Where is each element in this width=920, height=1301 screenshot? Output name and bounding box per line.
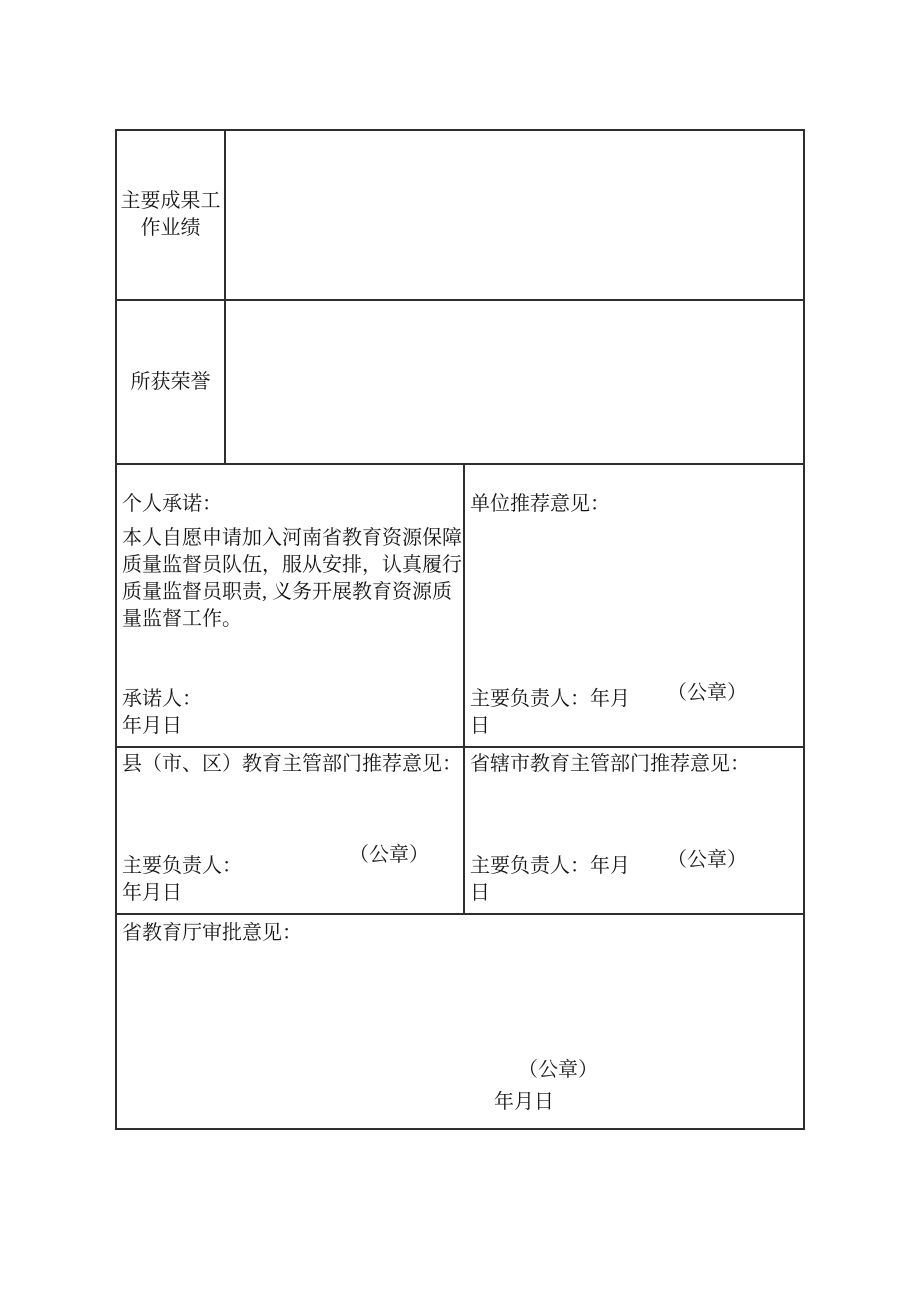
honors-label-cell <box>117 301 226 463</box>
commitment-paragraph <box>122 525 462 633</box>
unit-opinion-cell[interactable] <box>465 465 803 746</box>
county-opinion-title: 县（市、区）教育主管部门推荐意见： <box>122 753 462 775</box>
unit-opinion-date-label: 日 <box>470 715 490 737</box>
application-form-table <box>115 129 805 1130</box>
provincial-approval-title: 省教育厅审批意见： <box>122 922 302 944</box>
commitment-line: 质量监督员队伍，服从安排，认真履行 <box>122 554 462 576</box>
provincial-approval-date-label: 年月日 <box>494 1091 554 1113</box>
unit-opinion-signer-label: 主要负责人：年月 <box>470 688 630 710</box>
commitment-line: 量监督工作。 <box>122 608 242 630</box>
county-opinion-signer-line <box>122 844 459 880</box>
honors-input-cell[interactable] <box>226 301 803 463</box>
achievements-label: 主要成果工作业绩 <box>120 190 221 239</box>
unit-opinion-title: 单位推荐意见： <box>470 493 610 515</box>
city-opinion-cell[interactable] <box>465 748 803 913</box>
commitment-date-label: 年月日 <box>122 715 182 737</box>
achievements-input-cell[interactable] <box>226 131 803 299</box>
city-opinion-date-label: 日 <box>470 882 490 904</box>
honors-label: 所获荣誉 <box>130 370 211 393</box>
row-achievements <box>117 131 803 301</box>
city-opinion-title: 省辖市教育主管部门推荐意见： <box>470 753 750 775</box>
county-opinion-signer-label: 主要负责人： <box>122 855 242 877</box>
provincial-approval-seal-label: （公章） <box>518 1059 598 1081</box>
personal-commitment-cell <box>117 465 465 746</box>
city-opinion-signer-label: 主要负责人：年月 <box>470 855 630 877</box>
achievements-label-cell <box>117 131 226 299</box>
commitment-line: 质量监督员职责, 义务开展教育资源质 <box>122 581 452 603</box>
row-county-city <box>117 748 803 915</box>
commitment-line: 本人自愿申请加入河南省教育资源保障 <box>122 527 462 549</box>
commitment-title: 个人承诺： <box>122 493 222 515</box>
row-honors <box>117 301 803 465</box>
unit-opinion-seal-label: （公章） <box>667 682 747 704</box>
county-opinion-cell[interactable] <box>117 748 465 913</box>
row-provincial-approval <box>117 915 803 1128</box>
county-opinion-seal-label: （公章） <box>349 844 429 866</box>
unit-opinion-signer-line <box>470 682 799 713</box>
provincial-approval-cell[interactable] <box>117 915 803 1128</box>
city-opinion-signer-line <box>470 849 799 880</box>
commitment-signer-label: 承诺人： <box>122 688 202 710</box>
county-opinion-date-label: 年月日 <box>122 882 182 904</box>
city-opinion-seal-label: （公章） <box>667 849 747 871</box>
row-commitment-unit <box>117 465 803 748</box>
